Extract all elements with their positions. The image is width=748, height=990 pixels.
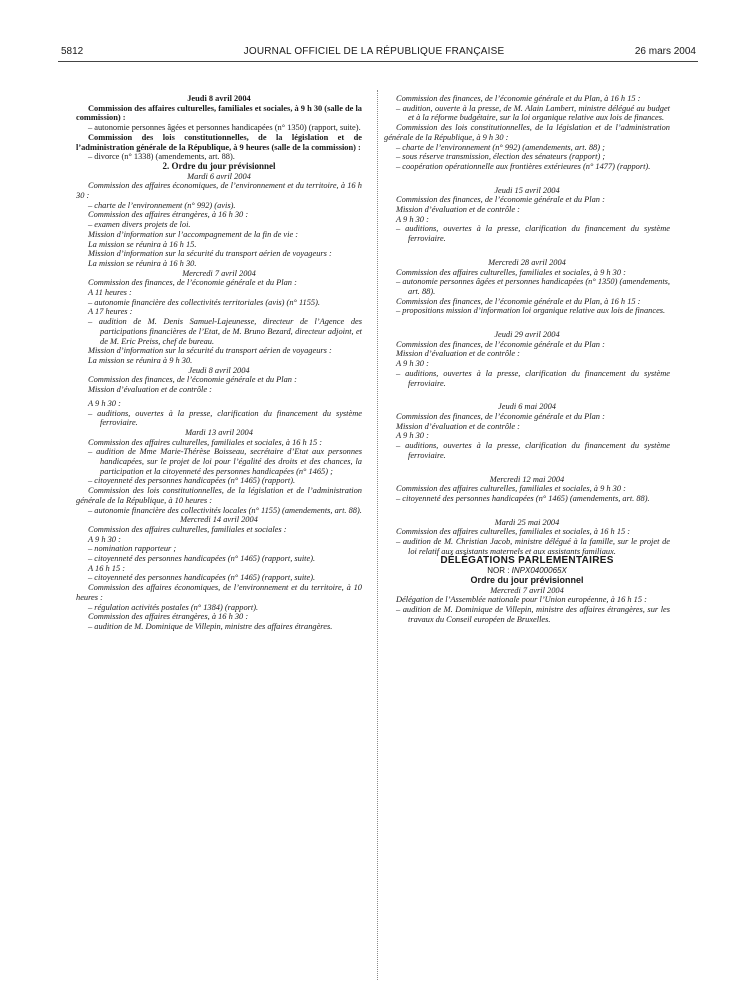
date-heading: Mardi 25 mai 2004 <box>494 517 560 527</box>
date-heading: Mercredi 28 avril 2004 <box>488 257 566 267</box>
agenda-item: – régulation activités postales (n° 1384) (rapport). <box>88 602 259 612</box>
time-label: A 11 heures : <box>88 288 132 298</box>
agenda-item: – auditions, ouvertes à la presse, clarification du financement du système ferroviaire. <box>88 408 362 428</box>
mission-note: Mission d’évaluation et de contrôle : <box>396 205 520 215</box>
section-heading: Ordre du jour prévisionnel <box>470 574 584 585</box>
agenda-item: – charte de l’environnement (n° 992) (avis). <box>88 200 236 210</box>
page-number: 5812 <box>61 46 84 57</box>
nor-code: INPX0400065X <box>511 566 567 576</box>
commission-entry: Commission des finances, de l’économie générale et du Plan : <box>396 411 605 421</box>
time-label: A 9 h 30 : <box>88 534 121 544</box>
agenda-item: – audition de Mme Marie-Thérèse Boisseau, secrétaire d’Etat aux personnes handicapées, sur le projet de loi pour l’égalité des droits et des chances, la participation et la citoyenneté des personnes handicapées (n° 1465) ; <box>88 447 362 476</box>
header-rule <box>58 61 698 62</box>
commission-entry: Commission des lois constitutionnelles, de la législation et de l’administration générale de la République, à 9 h 30 : <box>384 123 670 142</box>
commission-entry: Commission des affaires culturelles, familiales et sociales, à 9 h 30 (salle de la commission) : <box>76 103 362 123</box>
agenda-item: – citoyenneté des personnes handicapées (n° 1465) (rapport, suite). <box>88 554 316 564</box>
mission-entry: Mission d’information sur la sécurité du transport aérien de voyageurs : <box>88 249 332 259</box>
left-column <box>76 94 362 632</box>
commission-entry: Commission des finances, de l’économie générale et du Plan : <box>396 195 605 205</box>
commission-entry: Commission des affaires économiques, de l’environnement et du territoire, à 16 h 30 : <box>76 181 362 201</box>
mission-note: La mission se réunira à 9 h 30. <box>88 355 193 365</box>
agenda-item: – auditions, ouvertes à la presse, clarification du financement du système ferroviaire. <box>396 368 670 388</box>
commission-entry: Commission des affaires étrangères, à 16 h 30 : <box>88 612 249 622</box>
agenda-item: – examen divers projets de loi. <box>88 220 191 230</box>
delegations-heading: DÉLÉGATIONS PARLEMENTAIRES <box>440 555 614 567</box>
agenda-item: – auditions, ouvertes à la presse, clarification du financement du système ferroviaire. <box>396 441 670 460</box>
time-label: A 9 h 30 : <box>88 398 121 408</box>
time-label: A 9 h 30 : <box>396 214 429 224</box>
mission-note: Mission d’évaluation et de contrôle : <box>396 349 520 359</box>
section-heading: 2. Ordre du jour prévisionnel <box>162 160 276 171</box>
date-heading: Mercredi 7 avril 2004 <box>490 585 564 595</box>
agenda-item: – citoyenneté des personnes handicapées (n° 1465) (rapport, suite). <box>88 573 316 583</box>
date-heading: Mardi 13 avril 2004 <box>185 427 253 437</box>
commission-entry: Commission des lois constitutionnelles, de la législation et de l’administration générale de la République, à 10 heures : <box>76 486 362 505</box>
agenda-item: – autonomie personnes âgées et personnes handicapées (n° 1350) (rapport, suite). <box>88 123 361 133</box>
agenda-item: – audition, ouverte à la presse, de M. Alain Lambert, ministre délégué au budget et à la réforme budgétaire, sur la loi organique relative aux lois de finances. <box>396 103 670 123</box>
date-heading: Mercredi 14 avril 2004 <box>180 515 258 525</box>
time-label: A 9 h 30 : <box>396 359 429 369</box>
commission-entry: Commission des affaires étrangères, à 16 h 30 : <box>88 210 249 220</box>
commission-entry: Commission des affaires culturelles, familiales et sociales, à 9 h 30 : <box>396 484 626 494</box>
agenda-item: – citoyenneté des personnes handicapées (n° 1465) (amendements, art. 88). <box>396 493 650 503</box>
date-heading: Jeudi 8 avril 2004 <box>188 365 250 375</box>
date-heading: Mardi 6 avril 2004 <box>187 171 251 181</box>
commission-entry: Commission des affaires culturelles, familiales et sociales : <box>88 524 287 534</box>
agenda-item: – autonomie financière des collectivités territoriales (avis) (n° 1155). <box>88 297 320 307</box>
agenda-item: – audition de M. Dominique de Villepin, ministre des affaires étrangères, sur les travaux du Conseil européen de Bruxelles. <box>396 604 670 624</box>
time-label: A 17 heures : <box>88 307 133 317</box>
page-header <box>0 0 748 70</box>
agenda-item: – charte de l’environnement (n° 992) (amendements, art. 88) ; <box>396 142 605 152</box>
agenda-item: – audition de M. Denis Samuel-Lajeunesse, directeur de l’Agence des participations financières de l’Etat, de M. Bruno Bezard, directeur adjoint, et de M. Eric Preiss, chef de bureau. <box>88 317 362 346</box>
time-label: A 9 h 30 : <box>396 431 429 441</box>
agenda-item: – auditions, ouvertes à la presse, clarification du financement du système ferroviaire. <box>396 224 670 244</box>
time-label: A 16 h 15 : <box>88 563 126 573</box>
commission-entry: Commission des finances, de l’économie générale et du Plan : <box>396 339 605 349</box>
date-heading: Jeudi 8 avril 2004 <box>187 94 251 103</box>
mission-entry: Mission d’information sur la sécurité du transport aérien de voyageurs : <box>88 346 332 356</box>
delegation-entry: Délégation de l’Assemblée nationale pour l’Union européenne, à 16 h 15 : <box>396 595 647 605</box>
agenda-item: – audition de M. Dominique de Villepin, ministre des affaires étrangères. <box>88 621 333 631</box>
commission-entry: Commission des affaires économiques, de l’environnement et du territoire, à 10 heures : <box>76 583 362 602</box>
mission-entry: Mission d’information sur l’accompagnement de la fin de vie : <box>88 229 299 239</box>
agenda-item: – divorce (n° 1338) (amendements, art. 88). <box>88 152 235 162</box>
commission-entry: Commission des affaires culturelles, familiales et sociales, à 9 h 30 : <box>396 267 626 277</box>
commission-entry: Commission des finances, de l’économie générale et du Plan : <box>88 278 297 288</box>
issue-date: 26 mars 2004 <box>634 46 696 57</box>
nor-label: NOR : <box>487 566 510 576</box>
commission-entry: Commission des finances, de l’économie générale et du Plan, à 16 h 15 : <box>396 296 641 306</box>
mission-note: La mission se réunira à 16 h 15. <box>88 239 197 249</box>
agenda-item: – sous réserve transmission, élection des sénateurs (rapport) ; <box>396 152 606 162</box>
agenda-item: – audition de M. Christian Jacob, ministre délégué à la famille, sur le projet de loi relatif aux assistants maternels et aux assistants familiaux. <box>396 537 670 556</box>
right-column <box>384 94 670 624</box>
date-heading: Jeudi 29 avril 2004 <box>494 330 560 340</box>
agenda-item: – nomination rapporteur ; <box>88 544 177 554</box>
date-heading: Jeudi 6 mai 2004 <box>498 402 556 412</box>
commission-entry: Commission des affaires culturelles, familiales et sociales, à 16 h 15 : <box>396 527 631 537</box>
commission-entry: Commission des finances, de l’économie générale et du Plan : <box>88 375 297 385</box>
commission-entry: Commission des lois constitutionnelles, de la législation et de l’administration générale de la République, à 9 heures (salle de la commission) : <box>76 132 362 152</box>
mission-note: La mission se réunira à 16 h 30. <box>88 258 197 268</box>
agenda-item: – coopération opérationnelle aux frontières extérieures (n° 1477) (rapport). <box>396 161 651 171</box>
mission-note: Mission d’évaluation et de contrôle : <box>88 385 212 395</box>
agenda-item: – citoyenneté des personnes handicapées (n° 1465) (rapport). <box>88 476 296 486</box>
mission-note: Mission d’évaluation et de contrôle : <box>396 421 520 431</box>
agenda-item: – autonomie personnes âgées et personnes handicapées (n° 1350) (amendements, art. 88). <box>396 277 670 296</box>
date-heading: Mercredi 7 avril 2004 <box>182 268 256 278</box>
date-heading: Mercredi 12 mai 2004 <box>489 474 565 484</box>
date-heading: Jeudi 15 avril 2004 <box>494 185 560 195</box>
agenda-item: – autonomie financière des collectivités locales (n° 1155) (amendements, art. 88). <box>88 505 362 515</box>
column-divider <box>377 90 378 980</box>
commission-entry: Commission des affaires culturelles, familiales et sociales, à 16 h 15 : <box>88 437 323 447</box>
commission-entry: Commission des finances, de l’économie générale et du Plan, à 16 h 15 : <box>396 94 641 103</box>
journal-title: JOURNAL OFFICIEL DE LA RÉPUBLIQUE FRANÇAISE <box>243 46 505 57</box>
agenda-item: – propositions mission d’information loi organique relative aux lois de finances. <box>396 306 666 316</box>
